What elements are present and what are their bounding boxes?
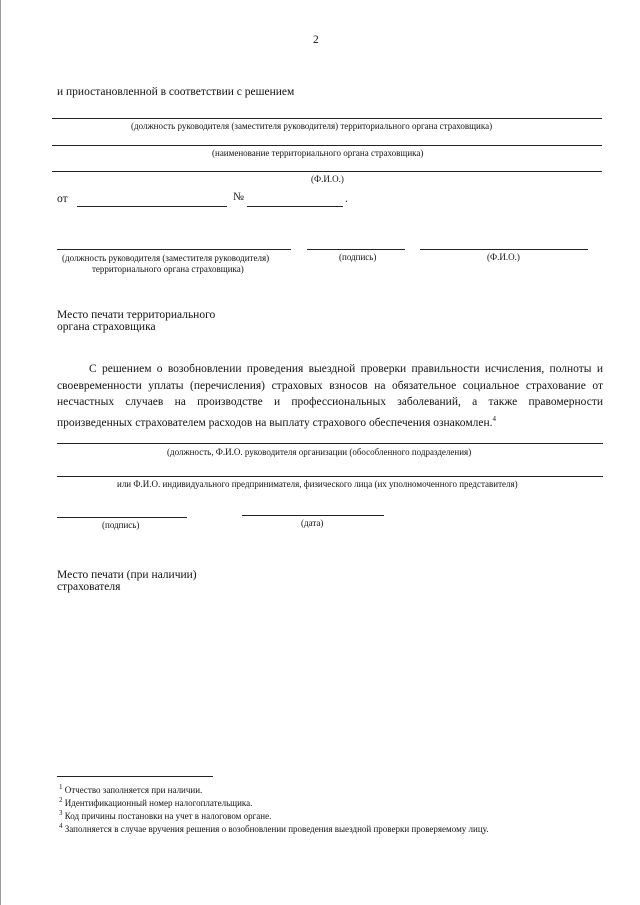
org-head-line <box>57 443 603 444</box>
sig-fio-caption: (Ф.И.О.) <box>487 252 520 262</box>
sig-fio-line <box>420 249 588 250</box>
page-number: 2 <box>313 34 319 46</box>
acknowledgement-paragraph: С решением о возобновлении проведения выездной проверки правильности исчисления, полноты и своевременности уплаты (перечисления) страховых взносов на обязательное социальное страхование от несчастных случаев на производстве и профессиональных заболеваний, а также правомерности произведенных страхователем расходов на выплату страхового обеспечения ознакомлен.$^4$ <box>57 363 603 429</box>
intro-text: и приостановленной в соответствии с решением <box>57 86 295 98</box>
stamp-policyholder-1: Место печати (при наличии) <box>57 569 197 581</box>
sig-position-line <box>57 249 291 250</box>
sig-position-caption-1: (должность руководителя (заместителя руководителя) <box>62 253 270 263</box>
organ-name-caption: (наименование территориального органа страховщика) <box>212 148 424 158</box>
head-position-caption: (должность руководителя (заместителя руководителя) территориального органа страховщика) <box>131 121 493 131</box>
policyholder-signature-line <box>57 517 187 518</box>
from-label: от <box>57 193 68 205</box>
number-label: № <box>233 191 244 203</box>
policyholder-date-caption: (дата) <box>301 518 324 528</box>
paragraph-footnote-ref: 4 <box>492 414 496 423</box>
stamp-insurer-2: органа страховщика <box>57 321 156 333</box>
sig-position-caption-2: территориального органа страховщика) <box>92 264 244 274</box>
org-head-caption: (должность, Ф.И.О. руководителя организации (обособленного подразделения) <box>167 447 472 457</box>
policyholder-date-line <box>242 515 384 516</box>
fio-line <box>52 171 602 172</box>
footnote-2: $^2$ Идентификационный номер налогоплательщика. <box>59 796 253 808</box>
sig-signature-line <box>307 249 405 250</box>
footnote-separator <box>57 776 213 777</box>
dot: . <box>345 193 348 205</box>
sig-signature-caption: (подпись) <box>339 252 377 262</box>
policyholder-signature-caption: (подпись) <box>102 520 140 530</box>
organ-name-line <box>52 145 602 146</box>
number-line <box>247 206 343 207</box>
stamp-insurer-1: Место печати территориального <box>57 309 216 321</box>
footnote-4: $^4$ Заполняется в случае вручения решения о возобновлении проведения выездной проверки проверяемому лицу. <box>59 822 489 834</box>
entrepreneur-line <box>57 476 603 477</box>
head-position-line <box>52 118 602 119</box>
fio-caption: (Ф.И.О.) <box>311 174 344 184</box>
footnote-3: $^3$ Код причины постановки на учет в налоговом органе. <box>59 809 272 821</box>
footnote-1: $^1$ Отчество заполняется при наличии. <box>59 783 203 795</box>
stamp-policyholder-2: страхователя <box>57 581 121 593</box>
date-line <box>77 206 227 207</box>
entrepreneur-caption: или Ф.И.О. индивидуального предпринимателя, физического лица (их уполномоченного представителя) <box>117 479 518 489</box>
scan-left-edge <box>0 0 1 905</box>
